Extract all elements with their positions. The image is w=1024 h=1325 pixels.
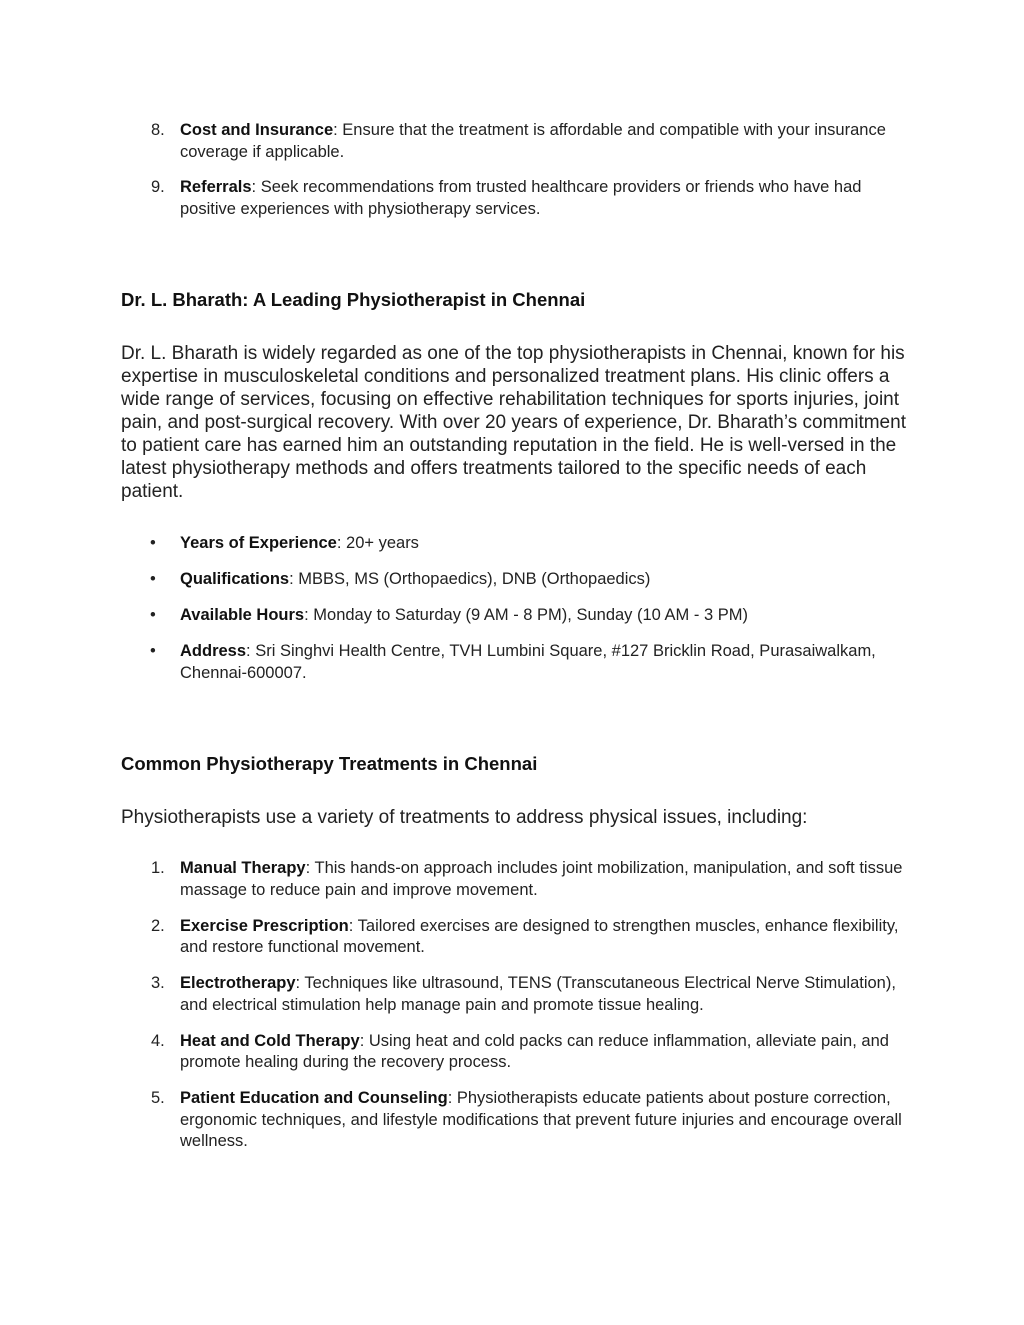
list-item-text: : This hands-on approach includes joint mobilization, manipulation, and soft tissue massage to reduce pain and improve movement.: [180, 859, 903, 899]
list-item-term: Years of Experience: [180, 534, 337, 552]
bharath-details-list: [121, 533, 911, 684]
list-item: [121, 858, 911, 901]
list-item-text: : MBBS, MS (Orthopaedics), DNB (Orthopaedics): [289, 570, 651, 588]
list-item-term: Electrotherapy: [180, 974, 296, 992]
list-item-term: Heat and Cold Therapy: [180, 1031, 360, 1050]
list-item: [121, 1031, 911, 1074]
list-number: 2.: [151, 916, 165, 935]
list-item-term: Qualifications: [180, 570, 290, 588]
list-item-term: Exercise Prescription: [180, 916, 349, 935]
bullet-icon: •: [150, 534, 156, 552]
list-item: [121, 1088, 911, 1153]
list-item-text: : Tailored exercises are designed to strengthen muscles, enhance flexibility, and restore functional movement.: [180, 916, 899, 956]
list-item: [121, 605, 911, 627]
bullet-icon: •: [150, 570, 156, 588]
list-item-text: : Sri Singhvi Health Centre, TVH Lumbini Square, #127 Bricklin Road, Purasaiwalkam, Chennai-600007.: [180, 642, 876, 682]
list-number: 5.: [151, 1089, 165, 1107]
list-item: [121, 916, 911, 959]
list-item: [121, 533, 911, 555]
list-item: [121, 569, 911, 591]
bullet-icon: •: [150, 642, 156, 660]
list-item: [121, 177, 911, 220]
list-number: 1.: [151, 859, 165, 877]
list-number: 3.: [151, 974, 165, 992]
list-item-term: Manual Therapy: [180, 859, 306, 877]
list-item: [121, 641, 911, 684]
list-item: [121, 120, 911, 163]
bullet-icon: •: [150, 606, 156, 624]
section-heading-treatments: Common Physiotherapy Treatments in Chennai: [121, 753, 538, 774]
list-item-term: Cost and Insurance: [180, 121, 334, 139]
list-number: 9.: [151, 178, 165, 196]
list-item-term: Available Hours: [180, 606, 305, 624]
list-item-text: : Physiotherapists educate patients about posture correction, ergonomic techniques, and lifestyle modifications that prevent future injuries and encourage overall wellness.: [180, 1089, 902, 1150]
list-item: [121, 973, 911, 1016]
list-number: 8.: [151, 121, 165, 139]
factors-list: [121, 120, 911, 220]
bharath-paragraph: Dr. L. Bharath is widely regarded as one of the top physiotherapists in Chennai, known for his expertise in musculoskeletal conditions and personalized treatment plans. His clinic offers a wide range of services, focusing on effective rehabilitation techniques for sports injuries, joint pain, and post-surgical recovery. With over 20 years of experience, Dr. Bharath’s commitment to patient care has earned him an outstanding reputation in the field. He is well-versed in the latest physiotherapy methods and offers treatments tailored to the specific needs of each patient.: [121, 343, 906, 502]
list-item-text: : Seek recommendations from trusted healthcare providers or friends who have had positive experiences with physiotherapy services.: [180, 178, 862, 218]
list-item-text: : Ensure that the treatment is affordable and compatible with your insurance coverage if applicable.: [180, 121, 886, 161]
list-item-term: Address: [180, 642, 247, 660]
list-item-text: : Using heat and cold packs can reduce inflammation, alleviate pain, and promote healing during the recovery process.: [180, 1031, 889, 1071]
list-item-term: Patient Education and Counseling: [180, 1089, 448, 1107]
list-number: 4.: [151, 1031, 165, 1050]
list-item-text: : Monday to Saturday (9 AM - 8 PM), Sunday (10 AM - 3 PM): [304, 606, 748, 624]
treatments-intro: Physiotherapists use a variety of treatments to address physical issues, including:: [121, 807, 808, 828]
list-item-text: : Techniques like ultrasound, TENS (Transcutaneous Electrical Nerve Stimulation), and electrical stimulation help manage pain and promote tissue healing.: [180, 974, 896, 1014]
list-item-term: Referrals: [180, 178, 252, 196]
treatments-list: [121, 858, 911, 1153]
list-item-text: : 20+ years: [336, 534, 419, 552]
document-page: [121, 0, 911, 1325]
section-heading-bharath: Dr. L. Bharath: A Leading Physiotherapist in Chennai: [121, 289, 586, 310]
